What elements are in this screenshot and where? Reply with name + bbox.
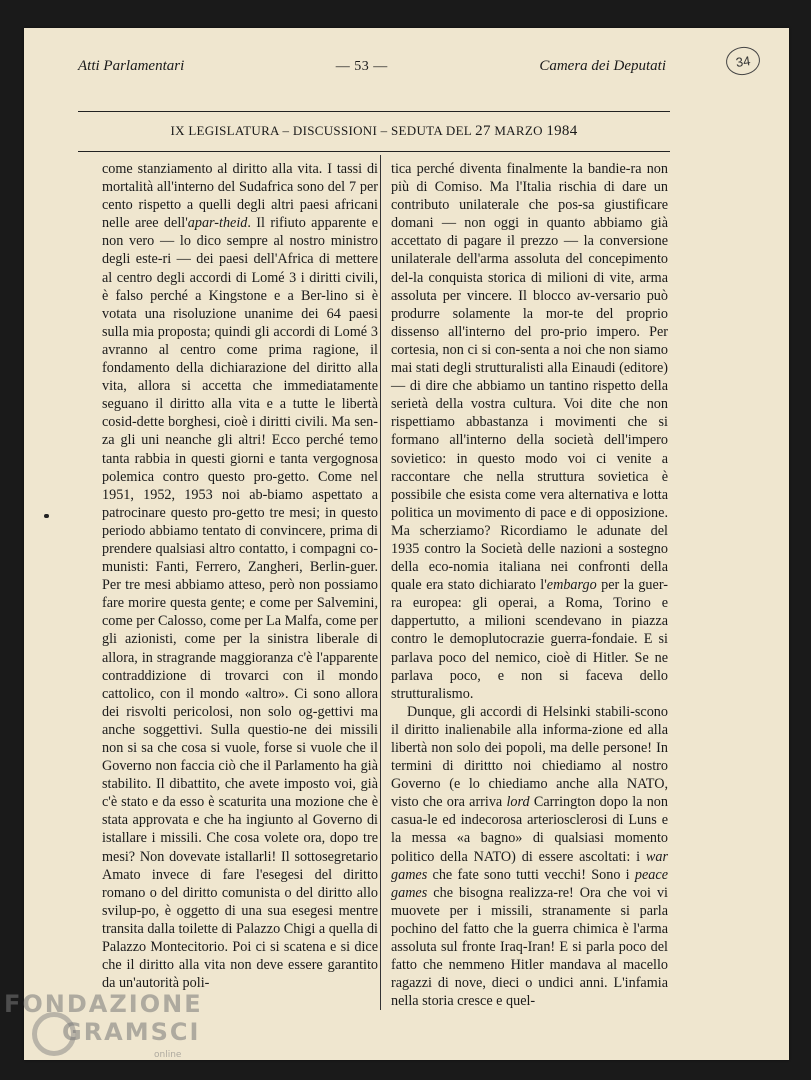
page-number: — 53 — bbox=[335, 59, 388, 74]
watermark-line1: FONDAZIONE bbox=[4, 990, 203, 1018]
header-left: Atti Parlamentari bbox=[78, 58, 185, 74]
left-paragraph: come stanziamento al diritto alla vita. I tassi di mortalità all'interno del Sudafrica sono del 7 per cento rispetto a quelli degli altri paesi africani nelle aree dell'apar-theid. Il rifiuto apparente e non vero — lo dico sempre al nostro ministro degli este-ri — dei paesi dell'Africa di mettere al centro degli accordi di Lomé 3 i diritti civili, è falso perché a Kingstone e a Ber-lino si è votata una risoluzione unanime dei 64 paesi sulla mia proposta; quindi gli accordi di Lomé 3 avranno al centro come prima ragione, il fondamento della dichiarazione del diritto alla vita, allora si accetta che immediatamente seguano il diritto alla vita e a tutte le libertà cosid-dette borghesi, cioè i diritti civili. Ma sen-za gli uni neanche gli altri! Ecco perché temo tanta rabbia in questi giorni e tanta vergognosa polemica contro questo pro-getto. Come nel 1951, 1952, 1953 noi ab-biamo aspettato a patrocinare questo pro-getto tre mesi; in questo periodo abbiamo tentato di convincere, prima di prendere qualsiasi altro contatto, i compagni co-munisti: Fanti, Ferrero, Zangheri, Berlin-guer. Per tre mesi abbiamo atteso, però non possiamo fare morire questa gente; e come per Salvemini, come per Calosso, come per La Malfa, come per gli azionisti, come per la sinistra liberale di allora, in stragrande maggioranza c'è l'apparente contraddizione di trovarci con il mondo cattolico, con il mondo «altro». Ci sono allora dei risvolti pericolosi, non solo og-gettivi ma anche soggettivi. Sulla questio-ne dei missili non si sa che cosa si vuole, forse si vuole che il Governo non faccia ciò che il Parlamento ha già stabilito. Il dibattito, che avete imposto voi, già c'è stato e da esso è scaturita una mozione che è stata approvata e che ha ingiunto al Governo di istallare i missili. Che cosa volete ora, dopo tre mesi? Non dovevate istallarli! Il sottosegretario Amato invece di fare l'esegesi del diritto romano o del diritto comunista o del diritto allo svilup-po, è oggetto di una sua esegesi mentre transita dalla toilette di Palazzo Chigi a quella di Palazzo Montecitorio. Poi ci si scatena e si dice che il diritto alla vita non deve essere garantito da un'autorità poli- bbox=[102, 161, 378, 992]
left-column bbox=[102, 160, 378, 992]
page-stamp: 34 bbox=[724, 45, 762, 77]
watermark bbox=[4, 990, 203, 1060]
session-prefix: IX LEGISLATURA – DISCUSSIONI – SEDUTA DEL bbox=[170, 123, 472, 138]
session-day: 27 bbox=[475, 123, 491, 139]
right-paragraph-2: Dunque, gli accordi di Helsinki stabili-scono il diritto inalienabile alla informa-zione ed alla libertà non solo dei popoli, ma delle persone! In termini di dirittto noi chiediamo al nostro Governo (e lo chiediamo anche alla NATO, visto che ora arriva lord Carrington dopo la non casua-le ed indecorosa arteriosclerosi di Luns e la messa «a bagno» di qualsiasi momento politico della NATO) di essere ascoltati: i war games che fate sono tutti vecchi! Sono i peace games che bisogna realizza-re! Ora che voi vi muovete per i missili, stranamente si parla pochino del fatto che la guerra chimica è l'arma assoluta sul fronte Iraq-Iran! E si parla poco del fatto che nemmeno Hitler mandava al macello ragazzi di nove, dieci o undici anni. L'infamia nella storia cresce e quel- bbox=[391, 703, 668, 1010]
margin-mark bbox=[44, 514, 49, 518]
session-month: MARZO bbox=[494, 123, 543, 138]
watermark-online: online bbox=[154, 1050, 182, 1060]
header-rule-top bbox=[78, 111, 670, 112]
right-column bbox=[391, 160, 668, 1010]
page-header bbox=[78, 58, 666, 75]
session-subheader bbox=[78, 123, 670, 140]
watermark-line2: GRAMSCI bbox=[62, 1018, 201, 1046]
header-right: Camera dei Deputati bbox=[539, 58, 666, 74]
session-year: 1984 bbox=[546, 123, 578, 139]
right-paragraph-1: tica perché diventa finalmente la bandie-ra non più di Comiso. Ma l'Italia rischia di dare un contributo unilaterale che pos-sa giustificare domani — non oggi in quanto abbiamo già accettato di pagare il prezzo — la conversione unilaterale dell'arma assoluta del concepimento del-la conquista storica di milioni di vite, arma assoluta per vincere. Il blocco av-versario può produrre solamente la mor-te del proprio dissenso all'interno del pro-prio impero. Per cortesia, non ci si con-senta a noi che non siamo mai stati degli strutturalisti alla Einaudi (editore) — di dire che abbiamo un tantino rispetto della serietà della vostra cultura. Voi dite che non rispettiamo abbastanza i movimenti che si formano all'interno della società dell'impero sovietico: in questo modo voi ci venite a raccontare che nella struttura sovietica è possibile che esista come vera alternativa e lotta politica un movimento di pace e di opposizione. Ma scherziamo? Ricordiamo le adunate del 1935 contro la Società delle nazioni a sostegno della eco-nomia italiana nei confronti della quale era stato dichiarato l'embargo per la guer-ra europea: gli operai, a Roma, Torino e dappertutto, a milioni scendevano in piazza contro le demoplutocrazie guerra-fondaie. E si parlava poco del nemico, cioè di Hitler. Se ne parlava poco, e non si faceva dello strutturalismo. bbox=[391, 161, 668, 702]
column-divider bbox=[380, 155, 381, 1010]
header-rule-bottom bbox=[78, 151, 670, 152]
